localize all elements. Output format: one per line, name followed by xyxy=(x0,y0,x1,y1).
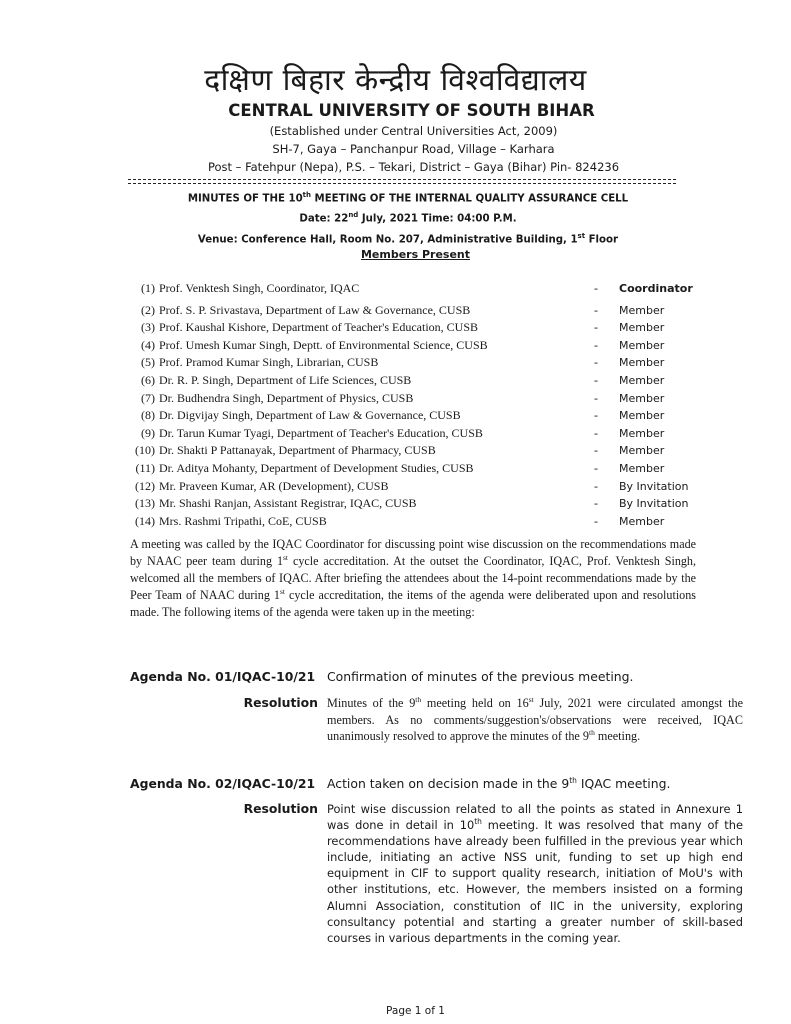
member-dash: - xyxy=(594,302,598,317)
agenda-subject: Confirmation of minutes of the previous meeting. xyxy=(327,669,634,684)
header-divider-bottom xyxy=(128,183,676,184)
member-role: By Invitation xyxy=(619,497,689,511)
meeting-date: Date: 22nd July, 2021 Time: 04:00 P.M. xyxy=(299,211,517,225)
member-number: (2) xyxy=(141,302,155,317)
member-name: Prof. Venktesh Singh, Coordinator, IQAC xyxy=(159,281,360,295)
member-name: Mrs. Rashmi Tripathi, CoE, CUSB xyxy=(159,513,327,528)
member-name: Prof. Pramod Kumar Singh, Librarian, CUSB xyxy=(159,355,379,370)
address-line-1: SH-7, Gaya – Panchanpur Road, Village – Karhara xyxy=(272,142,555,156)
member-name: Prof. Kaushal Kishore, Department of Teacher's Education, CUSB xyxy=(159,320,479,335)
agenda-subject: Action taken on decision made in the 9th IQAC meeting. xyxy=(327,776,671,792)
resolution-label: Resolution xyxy=(243,695,318,710)
member-role: Member xyxy=(619,409,665,423)
list-item xyxy=(121,354,721,372)
list-item xyxy=(121,280,721,298)
list-item xyxy=(121,407,721,425)
member-name: Prof. S. P. Srivastava, Department of Law & Governance, CUSB xyxy=(159,302,471,317)
member-number: (5) xyxy=(141,355,155,370)
resolution-text: Minutes of the 9th meeting held on 16st July, 2021 were circulated amongst the members. As no comments/suggestion's/observations were received, IQAC unanimously resolved to approve the minutes of the 9th meeting. xyxy=(327,694,743,744)
member-role: Member xyxy=(619,444,665,458)
member-name: Dr. R. P. Singh, Department of Life Sciences, CUSB xyxy=(159,372,412,387)
member-role: By Invitation xyxy=(619,479,689,493)
member-role: Member xyxy=(619,461,665,475)
member-role: Member xyxy=(619,514,665,528)
member-dash: - xyxy=(594,372,598,387)
member-number: (7) xyxy=(141,390,155,405)
member-number: (12) xyxy=(135,478,155,493)
member-name: Dr. Tarun Kumar Tyagi, Department of Teacher's Education, CUSB xyxy=(159,425,483,440)
member-role: Member xyxy=(619,391,665,405)
member-number: (9) xyxy=(141,425,155,440)
address-line-2: Post – Fatehpur (Nepa), P.S. – Tekari, District – Gaya (Bihar) Pin- 824236 xyxy=(207,160,620,174)
meeting-venue: Venue: Conference Hall, Room No. 207, Administrative Building, 1st Floor xyxy=(197,231,619,246)
list-item xyxy=(121,302,721,320)
list-item xyxy=(121,442,721,460)
list-item xyxy=(121,513,721,531)
list-item xyxy=(121,478,721,496)
member-number: (1) xyxy=(141,281,155,295)
header-divider-top xyxy=(128,179,676,180)
member-name: Dr. Budhendra Singh, Department of Physics, CUSB xyxy=(159,390,414,405)
agenda-number: Agenda No. 01/IQAC-10/21 xyxy=(130,669,316,684)
members-heading: Members Present xyxy=(360,248,471,261)
member-dash: - xyxy=(594,408,598,423)
member-number: (8) xyxy=(141,408,155,423)
hindi-university-name: दक्षिण बिहार केन्द्रीय विश्वविद्यालय xyxy=(204,63,587,98)
page-number: Page 1 of 1 xyxy=(386,1005,445,1017)
member-role: Member xyxy=(619,338,665,352)
member-role: Coordinator xyxy=(619,282,693,295)
member-dash: - xyxy=(594,320,598,335)
member-dash: - xyxy=(594,281,598,295)
member-name: Mr. Shashi Ranjan, Assistant Registrar, IQAC, CUSB xyxy=(159,496,417,511)
resolution-text: Point wise discussion related to all the points as stated in Annexure 1 was done in detail in 10th meeting. It was resolved that many of the recommendations have already been fulfilled in the previous year which include, initiating an active NSS unit, funding to set up high end equipment in CIF to support quality research, initiation of MoU's with other institutions, etc. However, the members insisted on a forming Alumni Association, constitution of IIC in the university, exploring consultancy potential and starting a greater number of skill-based courses in various departments in the coming year. xyxy=(327,802,743,945)
member-dash: - xyxy=(594,496,598,511)
member-number: (14) xyxy=(135,513,155,528)
member-number: (4) xyxy=(141,337,155,352)
member-dash: - xyxy=(594,443,598,458)
member-role: Member xyxy=(619,321,665,335)
list-item xyxy=(121,425,721,443)
member-role: Member xyxy=(619,303,665,317)
member-role: Member xyxy=(619,373,665,387)
member-number: (10) xyxy=(135,443,155,458)
meeting-title: MINUTES OF THE 10th MEETING OF THE INTERNAL QUALITY ASSURANCE CELL xyxy=(187,191,629,205)
list-item xyxy=(121,460,721,478)
member-number: (6) xyxy=(141,372,155,387)
member-number: (11) xyxy=(135,460,155,475)
list-item xyxy=(121,372,721,390)
established-line: (Established under Central Universities Act, 2009) xyxy=(269,124,558,138)
list-item xyxy=(121,495,721,513)
member-dash: - xyxy=(594,460,598,475)
list-item xyxy=(121,319,721,337)
member-role: Member xyxy=(619,356,665,370)
member-name: Dr. Aditya Mohanty, Department of Development Studies, CUSB xyxy=(159,460,474,475)
list-item xyxy=(121,390,721,408)
member-dash: - xyxy=(594,337,598,352)
university-name: CENTRAL UNIVERSITY OF SOUTH BIHAR xyxy=(228,101,595,120)
member-dash: - xyxy=(594,513,598,528)
resolution-label: Resolution xyxy=(243,801,318,816)
member-dash: - xyxy=(594,390,598,405)
member-dash: - xyxy=(594,478,598,493)
member-name: Mr. Praveen Kumar, AR (Development), CUSB xyxy=(159,478,389,493)
letterhead xyxy=(0,62,791,176)
member-role: Member xyxy=(619,426,665,440)
list-item xyxy=(121,337,721,355)
member-dash: - xyxy=(594,425,598,440)
member-dash: - xyxy=(594,355,598,370)
member-name: Dr. Shakti P Pattanayak, Department of Pharmacy, CUSB xyxy=(159,443,436,458)
member-name: Prof. Umesh Kumar Singh, Deptt. of Environmental Science, CUSB xyxy=(159,337,488,352)
member-number: (13) xyxy=(135,496,155,511)
meeting-info xyxy=(128,187,688,248)
member-number: (3) xyxy=(141,320,155,335)
members-list xyxy=(121,280,721,530)
member-name: Dr. Digvijay Singh, Department of Law & Governance, CUSB xyxy=(159,408,461,423)
agenda-number: Agenda No. 02/IQAC-10/21 xyxy=(130,776,316,791)
intro-paragraph: A meeting was called by the IQAC Coordinator for discussing point wise discussion on the recommendations made by NAAC peer team during 1st cycle accreditation. At the outset the Coordinator, IQAC, Prof. Venktesh Singh, welcomed all the members of IQAC. After briefing the attendees about the 14-point recommendations made by the Peer Team of NAAC during 1st cycle accreditation, the items of the agenda were deliberated upon and resolutions made. The following items of the agenda were taken up in the meeting: xyxy=(130,537,696,619)
